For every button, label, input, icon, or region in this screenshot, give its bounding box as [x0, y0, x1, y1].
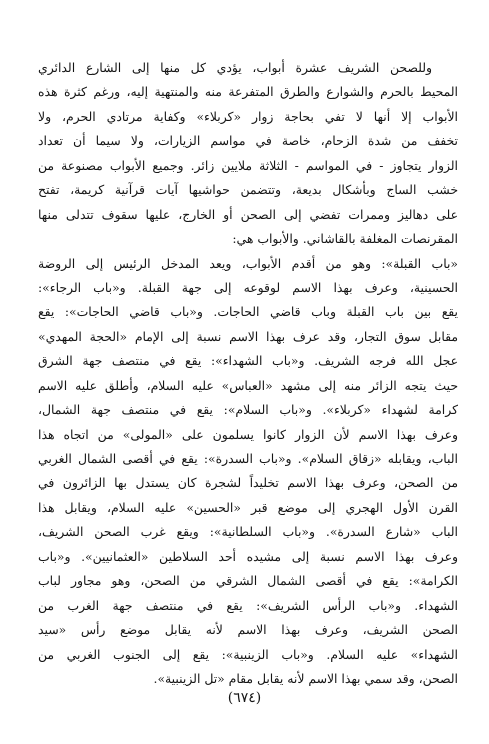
text-line: يقع بين باب القبلة وباب قاضي الحاجات. و«باب قاضي الحاجات»: يقع: [38, 304, 458, 320]
text-line: وعرف بهذا الاسم نسبة إلى مشيده أحد السلاطين «العثمانيين». و«باب: [38, 548, 458, 564]
text-line: الشهداء. و«باب الرأس الشريف»: يقع في منتصف جهة الغرب من: [38, 597, 458, 613]
text-line: وللصحن الشريف عشرة أبواب، يؤدي كل منها إلى الشارع الدائري: [38, 60, 432, 75]
text-line: الباب «شارع السدرة». و«باب السلطانية»: ويقع غرب الصحن الشريف،: [38, 524, 458, 540]
text-line: الصحن، وقد سمي بهذا الاسم لأنه يقابل مقام «تل الزينبية».: [153, 670, 458, 686]
text-line: الأبواب إلا أنها لا تفي بحاجة زوار «كربلاء» وكفاية مرتادي الحرم، ولا: [38, 108, 458, 124]
text-line: الصحن الشريف، وعرف بهذا الاسم لأنه يقابل موضع رأس «سيد: [38, 622, 458, 638]
text-line: الزوار يتجاوز - في المواسم - الثلاثة ملايين زائر. وجميع الأبواب مصنوعة من: [38, 157, 458, 173]
text-line: مقابل سوق التجار، وقد عرف بهذا الاسم نسبة إلى الإمام «الحجة المهدي»: [38, 328, 458, 344]
text-line: عجل الله فرجه الشريف. و«باب الشهداء»: يقع في منتصف جهة الشرق: [38, 353, 458, 369]
text-line: «باب القبلة»: وهو من أقدم الأبواب، ويعد المدخل الرئيس إلى الروضة: [38, 255, 458, 271]
page-number: (٦٧٤): [227, 690, 262, 706]
text-line: وعرف بهذا الاسم لأن الزوار كانوا يسلمون على «المولى» من اتجاه هذا: [38, 426, 458, 442]
text-line: كرامة لشهداء «كربلاء». و«باب السلام»: يقع في منتصف جهة الشمال،: [38, 402, 458, 418]
text-line: القرن الأول الهجري إلى موضع قبر «الحسين» عليه السلام، ويقابل هذا: [38, 499, 458, 515]
text-line: تخفف من شدة الزحام، خاصة في مواسم الزيارات، ولا سيما أن تعداد: [38, 133, 458, 149]
body-text: [38, 56, 458, 691]
text-line: خشب الساج وبأشكال بديعة، وتتضمن حواشيها آيات قرآنية كريمة، تفتح: [38, 182, 458, 198]
text-line: الكرامة»: يقع في أقصى الشمال الشرقي من الصحن، وهو مجاور لباب: [38, 573, 458, 589]
text-line: من الصحن، وعرف بهذا الاسم تخليداً لشجرة كان يستدل بها الزائرون في: [38, 475, 458, 491]
text-line: المحيط بالحرم والشوارع والطرق المتفرعة منه والمنتهية إليه، ورغم كثرة هذه: [38, 84, 458, 100]
text-line: الشهداء» عليه السلام. و«باب الزينبية»: يقع إلى الجنوب الغربي من: [38, 646, 458, 662]
text-line: الحسينية، وعرف بهذا الاسم لوقوعه إلى جهة القبلة. و«باب الرجاء»:: [38, 279, 458, 295]
text-line: الباب، ويقابله «زقاق السلام». و«باب السدرة»: يقع في أقصى الشمال الغربي: [38, 451, 458, 466]
text-line: على دهاليز وممرات تفضي إلى الصحن أو الخارج، عليها سقوف تتدلى منها: [38, 206, 458, 222]
text-line: المقرنصات المغلفة بالقاشاني. والأبواب هي:: [232, 231, 458, 247]
text-line: حيث يتجه الزائر منه إلى مشهد «العباس» عليه السلام، وأطلق عليه الاسم: [38, 377, 458, 393]
